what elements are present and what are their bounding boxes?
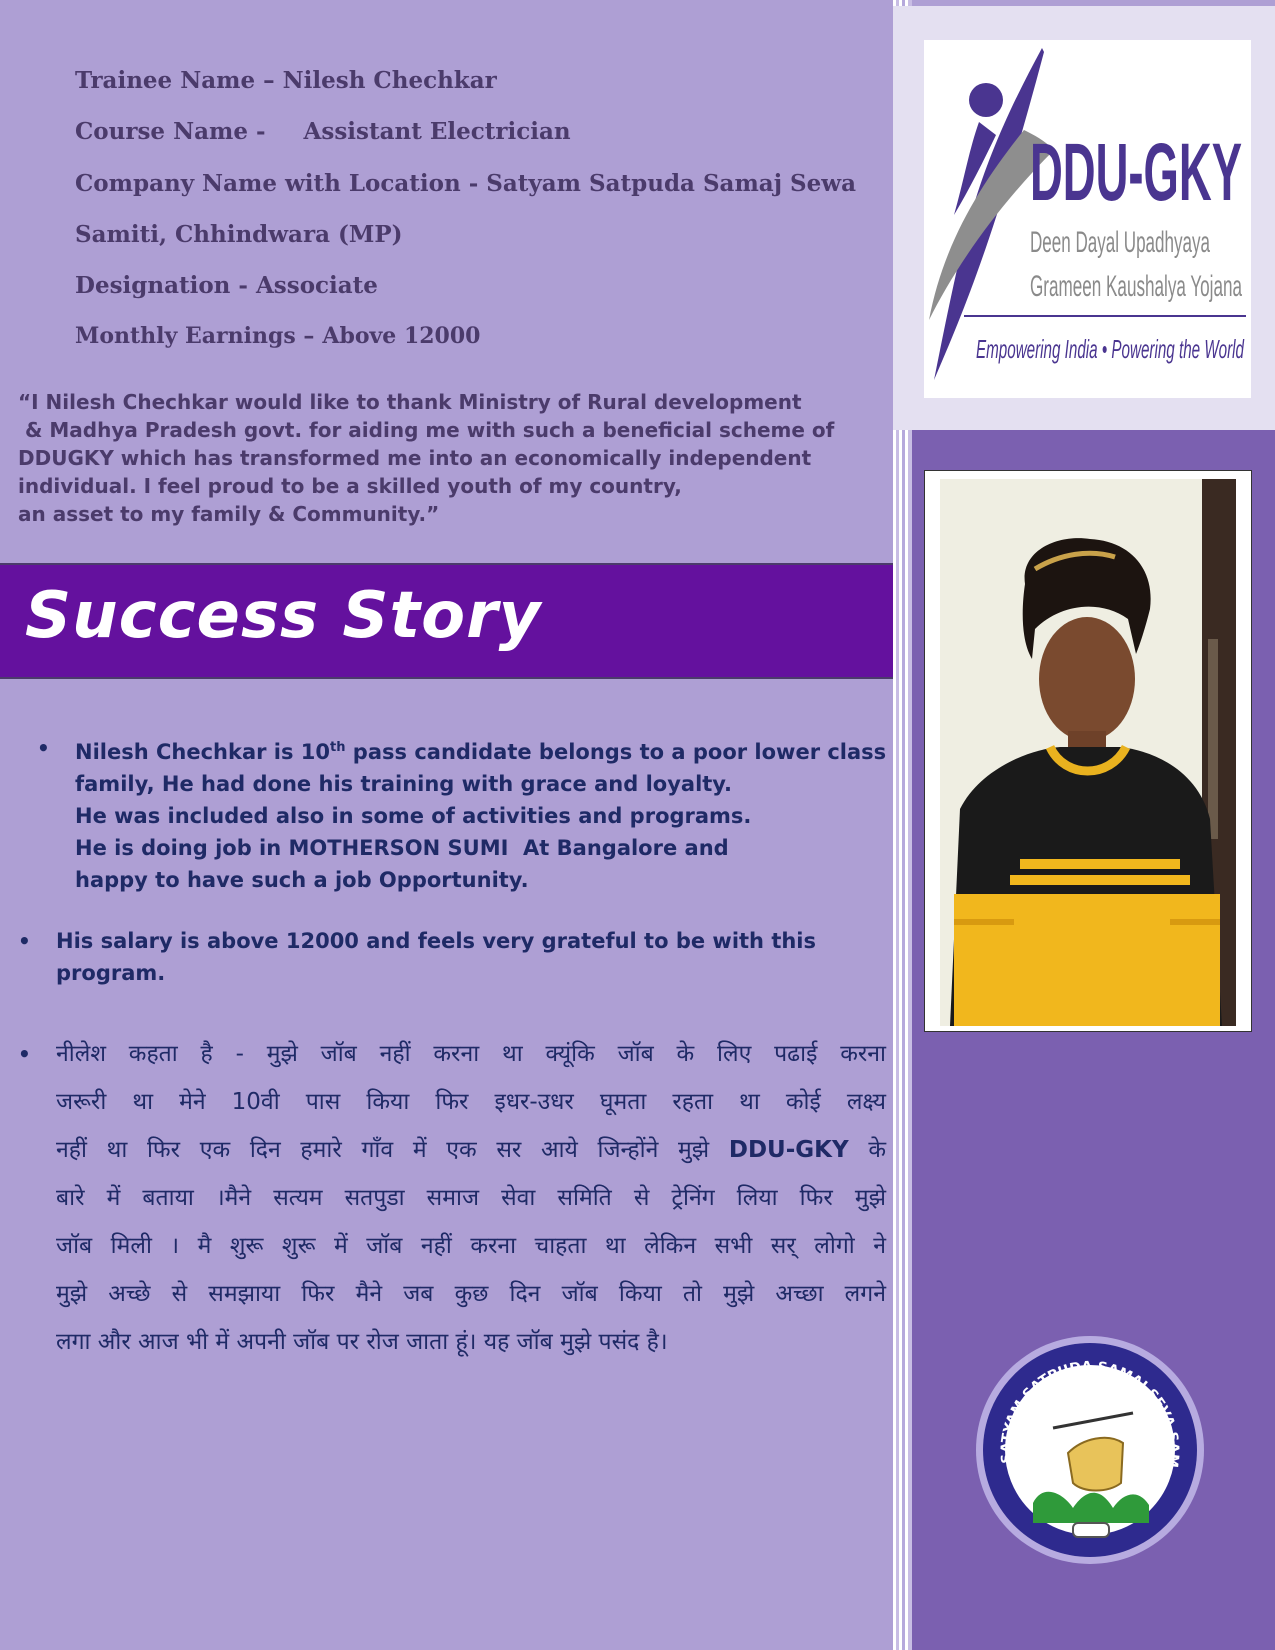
- brand-text: DDU-GKY: [1030, 127, 1242, 218]
- quote-line: an asset to my family & Community.”: [18, 502, 440, 526]
- bullet-item: [37, 732, 887, 896]
- figure-head-icon: [969, 83, 1003, 117]
- course-name-label: Course Name -: [75, 118, 266, 145]
- course-name-value: Assistant Electrician: [303, 118, 571, 145]
- success-story-banner: [0, 563, 893, 679]
- earnings-label: Monthly Earnings –: [75, 323, 315, 349]
- logo-tagline: Empowering India • Powering the World: [976, 334, 1245, 364]
- ngo-seal: [973, 1333, 1208, 1568]
- company-value: Satyam Satpuda Samaj Sewa: [486, 170, 856, 197]
- course-name-field: [75, 118, 571, 145]
- bullet-dot-icon: •: [18, 929, 31, 953]
- bullet-dot-icon: •: [37, 736, 50, 760]
- bullet-line: [56, 1126, 886, 1174]
- bullet-item: [18, 925, 816, 989]
- bullet-line: जॉब मिली । मै शुरू शुरू में जॉब नहीं करना चाहता था लेकिन सभी सर् लोगो ने: [56, 1233, 886, 1259]
- logo-line2: Grameen Kaushalya Yojana: [1030, 270, 1243, 303]
- bullet-text: के: [868, 1137, 886, 1163]
- bullet-line: नीलेश कहता है - मुझे जॉब नहीं करना था क्यूंकि जॉब के लिए पढाई करना: [56, 1041, 886, 1067]
- trainee-name-label: Trainee Name –: [75, 67, 275, 94]
- company-field: [75, 170, 856, 197]
- quote-line: “I Nilesh Chechkar would like to thank Ministry of Rural development: [18, 390, 802, 414]
- quote-line: DDUGKY which has transformed me into an economically independent: [18, 446, 812, 470]
- bullet-line: He is doing job in MOTHERSON SUMI At Bangalore and: [75, 836, 729, 860]
- brand-text: DDU-GKY: [728, 1137, 849, 1163]
- bullet-line: [75, 732, 886, 768]
- bullet-line: program.: [56, 961, 166, 985]
- earnings-field: [75, 323, 480, 349]
- ddu-gky-logo: [924, 40, 1251, 398]
- designation-field: [75, 272, 378, 299]
- bullet-line: बारे में बताया ।मैने सत्यम सतपुडा समाज सेवा समिति से ट्रेनिंग लिया फिर मुझे: [56, 1185, 886, 1211]
- bullet-line: He was included also in some of activities and programs.: [75, 804, 752, 828]
- trainee-photo-frame: [924, 470, 1252, 1032]
- bullet-line: happy to have such a job Opportunity.: [75, 868, 529, 892]
- bullet-line: His salary is above 12000 and feels very grateful to be with this: [56, 929, 816, 953]
- company-field-line2: [75, 221, 403, 248]
- ddu-gky-logo-art: [924, 40, 1251, 398]
- designation-value: Associate: [255, 272, 378, 299]
- bullet-item-hindi: [18, 1030, 886, 1366]
- designation-label: Designation -: [75, 272, 248, 299]
- bullet-line: family, He had done his training with grace and loyalty.: [75, 772, 733, 796]
- company-value-line2: Samiti, Chhindwara (MP): [75, 221, 403, 248]
- trainee-photo-art: [940, 479, 1236, 1026]
- bullet-line: मुझे अच्छे से समझाया फिर मैने जब कुछ दिन जॉब किया तो मुझे अच्छा लगने: [56, 1281, 886, 1307]
- banner-title: Success Story: [25, 579, 542, 653]
- testimonial-quote: [18, 388, 878, 528]
- company-label: Company Name with Location -: [75, 170, 479, 197]
- bullet-dot-icon: •: [18, 1042, 31, 1066]
- ngo-seal-art: [973, 1333, 1208, 1568]
- earnings-value: Above 12000: [322, 323, 481, 349]
- quote-line: & Madhya Pradesh govt. for aiding me with such a beneficial scheme of: [18, 418, 835, 442]
- bullet-text: pass candidate belongs to a poor lower class: [345, 740, 887, 764]
- bullet-text: नहीं था फिर एक दिन हमारे गाँव में एक सर आये जिन्होंने मुझे: [56, 1137, 710, 1163]
- bullet-line: लगा और आज भी में अपनी जॉब पर रोज जाता हूं। यह जॉब मुझे पसंद है।: [56, 1329, 668, 1355]
- logo-line1: Deen Dayal Upadhyaya: [1030, 226, 1211, 259]
- superscript: th: [330, 740, 346, 755]
- trainee-name-field: [75, 67, 497, 94]
- bullet-line: जरूरी था मेने 10वी पास किया फिर इधर-उधर घूमता रहता था कोई लक्ष्य: [56, 1089, 886, 1115]
- trainee-photo: [940, 479, 1236, 1026]
- bullet-text: Nilesh Chechkar is 10: [75, 740, 331, 764]
- quote-line: individual. I feel proud to be a skilled youth of my country,: [18, 474, 682, 498]
- trainee-name-value: Nilesh Chechkar: [282, 67, 497, 94]
